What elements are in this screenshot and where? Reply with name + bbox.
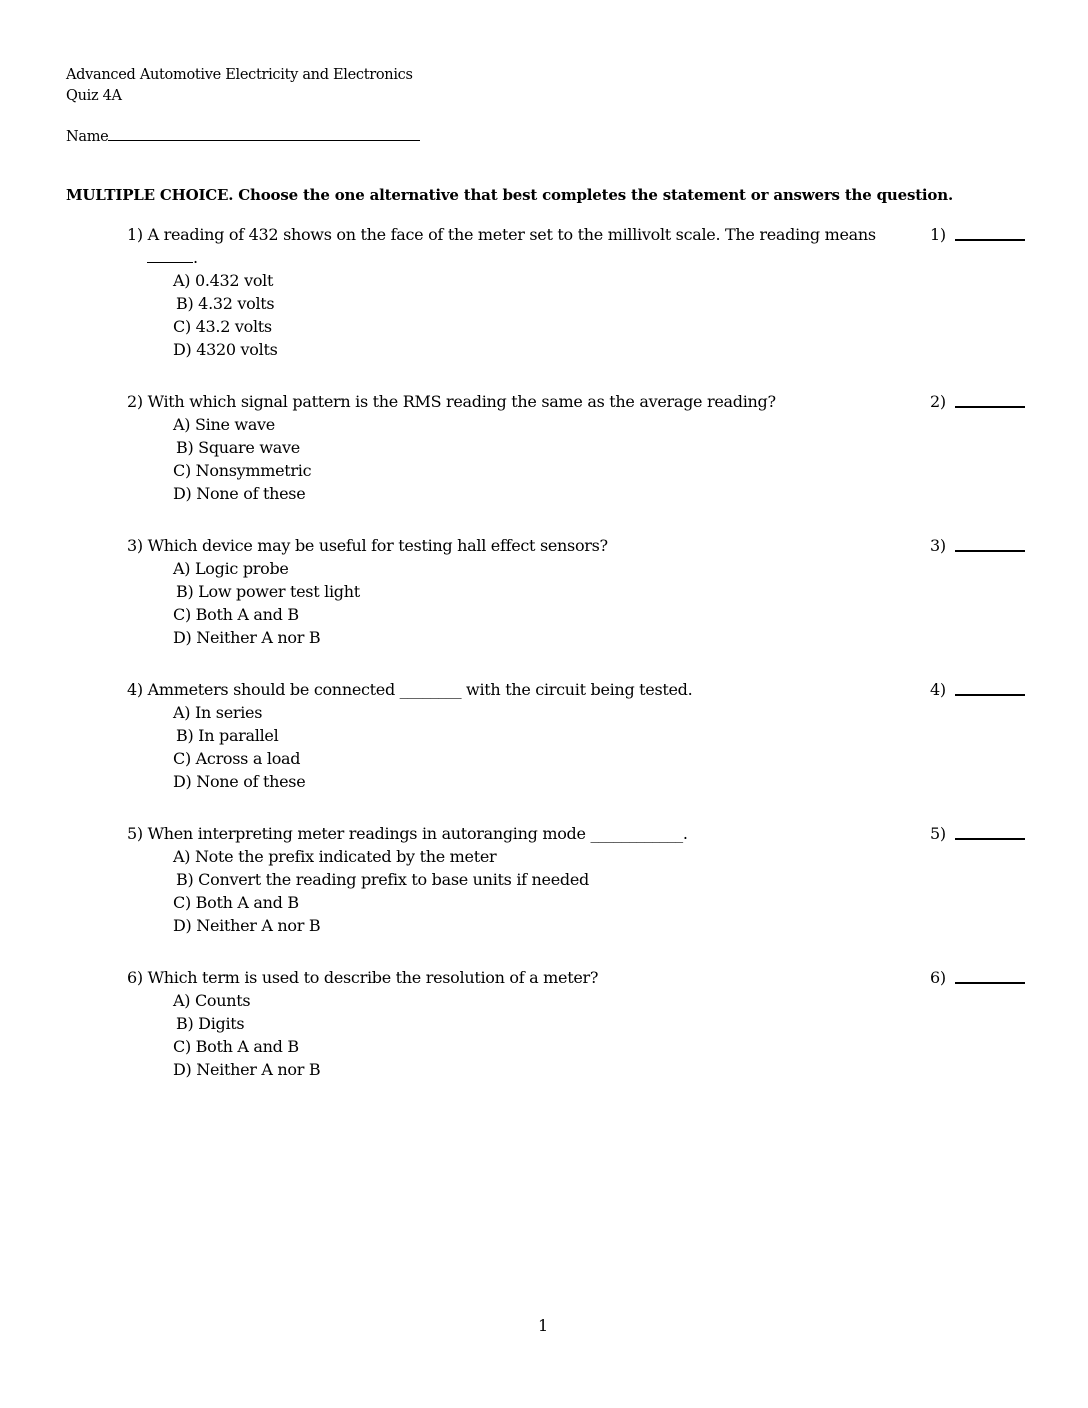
answer-choice: A) In series (173, 703, 263, 722)
page-number: 1 (538, 1316, 549, 1335)
answer-slot[interactable] (930, 223, 946, 246)
answer-line[interactable] (955, 982, 1025, 984)
answer-line[interactable] (955, 838, 1025, 840)
question-continuation (127, 246, 1027, 269)
answer-slot[interactable] (930, 534, 946, 557)
answer-choice: A) Sine wave (173, 415, 275, 434)
question-3 (127, 534, 1027, 649)
answer-choice: A) Counts (173, 991, 251, 1010)
period: . (193, 248, 198, 267)
answer-choice: C) Both A and B (173, 1037, 299, 1056)
instructions: MULTIPLE CHOICE. Choose the one alternative that best completes the statement or answers the question. (66, 186, 953, 204)
course-title: Advanced Automotive Electricity and Electronics (66, 67, 413, 83)
answer-choice: D) 4320 volts (173, 340, 278, 359)
question-6 (127, 966, 1027, 1081)
answer-choice: C) Both A and B (173, 605, 299, 624)
name-label: Name (66, 129, 109, 145)
answer-line[interactable] (955, 694, 1025, 696)
question-5 (127, 822, 1027, 937)
answer-choice: C) Across a load (173, 749, 301, 768)
question-2 (127, 390, 1027, 505)
question-text: 6) Which term is used to describe the resolution of a meter? (127, 968, 599, 987)
name-line (108, 126, 420, 141)
answer-choice: D) None of these (173, 772, 306, 791)
answer-number: 1) (930, 225, 946, 244)
answer-number: 5) (930, 824, 946, 843)
question-text: 3) Which device may be useful for testing hall effect sensors? (127, 536, 608, 555)
answer-slot[interactable] (930, 966, 946, 989)
answer-choice: B) 4.32 volts (176, 294, 275, 313)
answer-choice: C) 43.2 volts (173, 317, 272, 336)
answer-line[interactable] (955, 550, 1025, 552)
quiz-title: Quiz 4A (66, 88, 122, 104)
question-text: 2) With which signal pattern is the RMS reading the same as the average reading? (127, 392, 776, 411)
answer-number: 3) (930, 536, 946, 555)
answer-line[interactable] (955, 406, 1025, 408)
name-field (66, 126, 420, 145)
answer-choice: D) Neither A nor B (173, 916, 321, 935)
answer-choice: B) Digits (176, 1014, 245, 1033)
question-1 (127, 223, 1027, 361)
answer-choice: C) Both A and B (173, 893, 299, 912)
question-text: 5) When interpreting meter readings in autoranging mode ____________. (127, 824, 688, 843)
answer-choice: A) Note the prefix indicated by the meter (173, 847, 497, 866)
answer-number: 2) (930, 392, 946, 411)
answer-slot[interactable] (930, 390, 946, 413)
answer-choice: B) In parallel (176, 726, 279, 745)
answer-choice: A) 0.432 volt (173, 271, 274, 290)
answer-choice: A) Logic probe (173, 559, 289, 578)
question-text: 1) A reading of 432 shows on the face of the meter set to the millivolt scale. The reading means (127, 225, 876, 244)
answer-number: 6) (930, 968, 946, 987)
answer-line[interactable] (955, 239, 1025, 241)
answer-choice: B) Square wave (176, 438, 300, 457)
answer-choice: D) Neither A nor B (173, 628, 321, 647)
question-text: 4) Ammeters should be connected ________ with the circuit being tested. (127, 680, 693, 699)
answer-number: 4) (930, 680, 946, 699)
answer-choice: D) Neither A nor B (173, 1060, 321, 1079)
answer-slot[interactable] (930, 822, 946, 845)
question-4 (127, 678, 1027, 793)
answer-choice: D) None of these (173, 484, 306, 503)
answer-choice: B) Low power test light (176, 582, 360, 601)
fill-blank (147, 248, 193, 263)
answer-choice: B) Convert the reading prefix to base units if needed (176, 870, 589, 889)
answer-slot[interactable] (930, 678, 946, 701)
answer-choice: C) Nonsymmetric (173, 461, 312, 480)
